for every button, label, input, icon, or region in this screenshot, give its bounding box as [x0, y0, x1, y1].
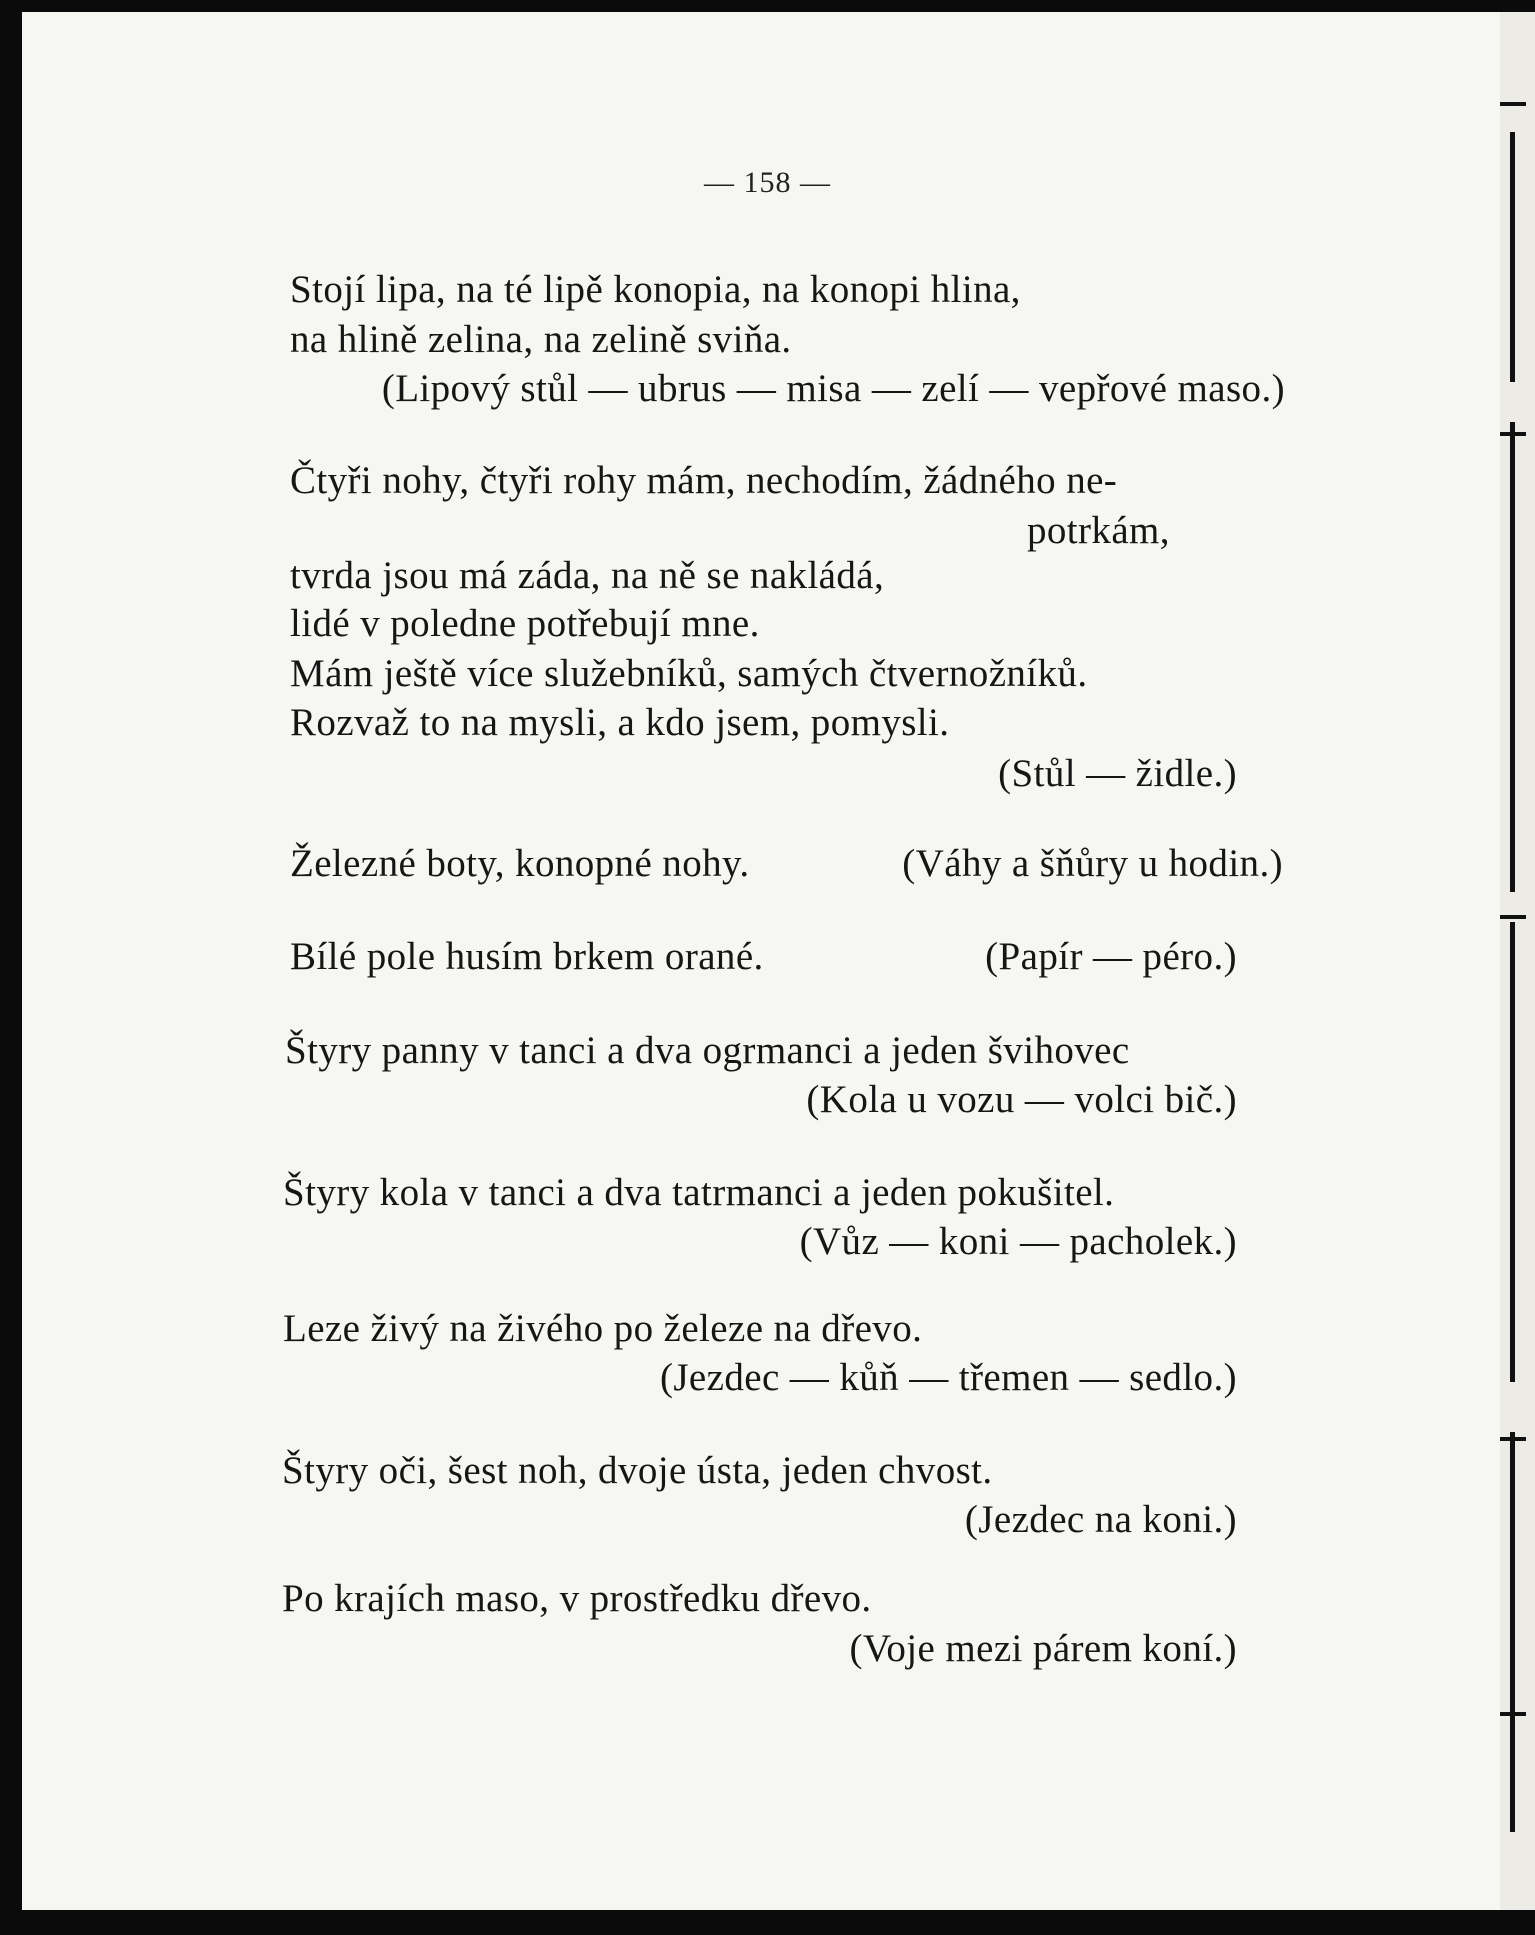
binding-mark: [1500, 102, 1526, 106]
riddle-answer: (Papír — péro.): [985, 935, 1237, 978]
riddle-answer: (Váhy a šňůry u hodin.): [902, 842, 1283, 885]
page-number: — 158 —: [704, 166, 831, 199]
riddle-line: Štyry panny v tanci a dva ogrmanci a jeden švihovec: [285, 1029, 1130, 1072]
binding-rule: [1510, 1432, 1515, 1832]
riddle-line: Železné boty, konopné nohy.: [290, 842, 750, 885]
riddle-line: potrkám,: [1027, 509, 1170, 552]
binding-mark: [1500, 915, 1526, 919]
riddle-line: Leze živý na živého po železe na dřevo.: [283, 1307, 923, 1350]
binding-mark: [1500, 432, 1526, 436]
riddle-line: na hlině zelina, na zelině sviňa.: [290, 318, 792, 361]
binding-rule: [1510, 922, 1515, 1382]
riddle-line: Mám ještě více služebníků, samých čtvernožníků.: [290, 652, 1088, 695]
riddle-line: Čtyři nohy, čtyři rohy mám, nechodím, žádného ne-: [290, 459, 1118, 502]
book-binding-edge: [1500, 12, 1535, 1910]
binding-rule: [1510, 422, 1515, 892]
riddle-line: tvrda jsou má záda, na ně se nakládá,: [290, 554, 885, 597]
riddle-answer: (Lipový stůl — ubrus — misa — zelí — vepřové maso.): [381, 367, 1285, 410]
riddle-line: Rozvaž to na mysli, a kdo jsem, pomysli.: [290, 701, 950, 744]
riddle-line: Štyry kola v tanci a dva tatrmanci a jeden pokušitel.: [283, 1171, 1115, 1214]
riddle-answer: (Kola u vozu — volci bič.): [806, 1078, 1237, 1121]
binding-mark: [1500, 1437, 1526, 1441]
riddle-answer: (Jezdec — kůň — třemen — sedlo.): [659, 1356, 1237, 1399]
riddle-line: Štyry oči, šest noh, dvoje ústa, jeden chvost.: [282, 1449, 993, 1492]
riddle-answer: (Voje mezi párem koní.): [849, 1627, 1237, 1670]
riddle-line: Po krajích maso, v prostředku dřevo.: [282, 1577, 872, 1620]
binding-mark: [1500, 1712, 1526, 1716]
riddle-line: Bílé pole husím brkem orané.: [290, 935, 764, 978]
riddle-line: lidé v poledne potřebují mne.: [290, 602, 760, 645]
riddle-line: Stojí lipa, na té lipě konopia, na konopi hlina,: [290, 268, 1021, 311]
riddle-answer: (Stůl — židle.): [998, 752, 1237, 795]
riddle-answer: (Vůz — koni — pacholek.): [799, 1220, 1237, 1263]
riddle-answer: (Jezdec na koni.): [964, 1498, 1237, 1541]
